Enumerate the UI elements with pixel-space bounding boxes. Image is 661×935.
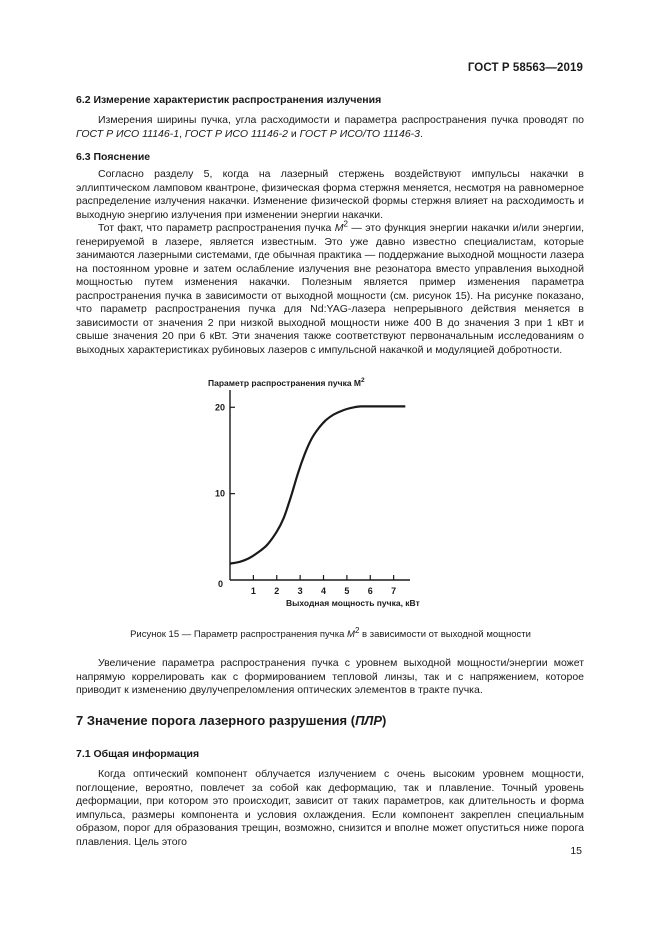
x-tick-label-5: 5 [344, 586, 350, 596]
s62-sep-1: , [179, 127, 185, 140]
section-6-2-title: 6.2 Измерение характеристик распространения излучения [76, 94, 382, 106]
section-7-1-text [76, 768, 584, 849]
y-axis-label-sup: 2 [361, 377, 365, 384]
s63-p2-sup: 2 [343, 219, 348, 229]
s63-p2-a: Тот факт, что параметр распространения пучка [98, 222, 335, 234]
m2-curve [230, 406, 405, 563]
s63-p2-b: — это функция энергии накачки и/или энергии, генерируемой в лазере, является известным. Это уже давно известно специалистам, которые занимаются лазерными системами, где обычная практика — поддержание выходной мощности лазера на постоянном уровне и затем ослабление излучения вне резонатора вместо управления выходной мощностью путем изменения накачки. Полезным является пример изменения параметра распространения пучка в зависимости от выходной мощности (см. рисунок 15). На рисунке показано, что параметр распространения пучка для Nd:YAG-лазера непрерывного действия меняется в зависимости от значения 2 при низкой выходной мощности ниже 400 В до значения 3 при 1 кВт и свыше значения 20 при 6 кВт. Эти значения также соответствуют первоначальным исследованиям о выходных характеристиках рубиновых лазеров с импульсной накачкой и модуляцией добротности. [76, 222, 584, 356]
beam-parameter-chart [190, 368, 450, 618]
x-tick-label-4: 4 [320, 586, 327, 596]
y-tick-label-20: 20 [214, 402, 225, 413]
s71-paragraph-1: Когда оптический компонент облучается излучением с очень высоким уровнем мощности, поглощение, вероятно, повлечет за собой как деформацию, так и плавление. Точный уровень деформации, при котором это происходит, зависит от таких параметров, как длительность и форма импульса, размеры компонента и условия охлаждения. Если компонент закреплен специальным образом, порог для образования трещин, возможно, снизится и вполне может опуститься ниже порога плавления. Цель этого [76, 768, 584, 848]
s7-title-i: ПЛР [355, 713, 383, 728]
section-6-3-text [76, 168, 584, 357]
section-7-1-title: 7.1 Общая информация [76, 748, 200, 760]
x-tick-label-3: 3 [297, 586, 303, 596]
s62-ref-2: ГОСТ Р ИСО 11146-2 [184, 127, 288, 140]
caption-sup: 2 [354, 625, 360, 635]
s62-sep-2: и [287, 127, 300, 140]
s62-end: . [420, 127, 423, 140]
caption-a: Рисунок 15 — Параметр распространения пучка [130, 629, 348, 640]
s7-title-b: ) [382, 713, 387, 728]
y-axis-label: Параметр распространения пучка $M^2$ [208, 377, 365, 388]
x-tick-label-6: 6 [367, 586, 373, 596]
x-tick-label-1: 1 [250, 586, 256, 596]
s7-title-a: 7 Значение порога лазерного разрушения ( [76, 713, 356, 728]
s62-text-a: Измерения ширины пучка, угла расходимости и параметра распространения пучка проводят по [98, 114, 584, 126]
s63-p2-m: M [334, 222, 344, 234]
s63-paragraph-3: Увеличение параметра распространения пучка с уровнем выходной мощности/энергии может напрямую коррелировать как с формированием тепловой линзы, так и с напряжением, которое приводит к изменению двулучепреломления оптических элементов в тракте пучка. [76, 657, 584, 696]
caption-b: в зависимости от выходной мощности [359, 629, 531, 640]
y-tick-label-10: 10 [214, 488, 225, 499]
s63-paragraph-2 [76, 219, 584, 357]
document-id-header: ГОСТ Р 58563—2019 [467, 62, 583, 74]
page-number: 15 [570, 845, 582, 857]
s62-ref-1: ГОСТ Р ИСО 11146-1 [76, 127, 180, 140]
caption-m: M [347, 629, 355, 640]
section-6-2-text [76, 114, 584, 141]
x-tick-label-7: 7 [391, 586, 397, 596]
x-axis-label: Выходная мощность пучка, кВт [286, 598, 420, 608]
x-ticks [251, 575, 396, 596]
section-7-title [76, 713, 386, 728]
s63-paragraph-1: Согласно разделу 5, когда на лазерный стержень воздействуют импульсы накачки в эллиптическом ламповом квантроне, физическая форма стержня меняется, несмотря на равномерное распределение излучения накачки. Изменение физической формы стержня влияет на расходимость и выходную энергию излучения при изменении энергии накачки. [76, 168, 584, 221]
origin-label: 0 [218, 579, 224, 589]
section-6-3-text-cont [76, 657, 584, 698]
x-tick-label-2: 2 [274, 586, 280, 596]
section-6-3-title: 6.3 Пояснение [76, 151, 151, 163]
figure-15-caption [0, 625, 661, 640]
s62-ref-3: ГОСТ Р ИСО/ТО 11146-3 [299, 127, 420, 140]
y-ticks [215, 402, 235, 498]
